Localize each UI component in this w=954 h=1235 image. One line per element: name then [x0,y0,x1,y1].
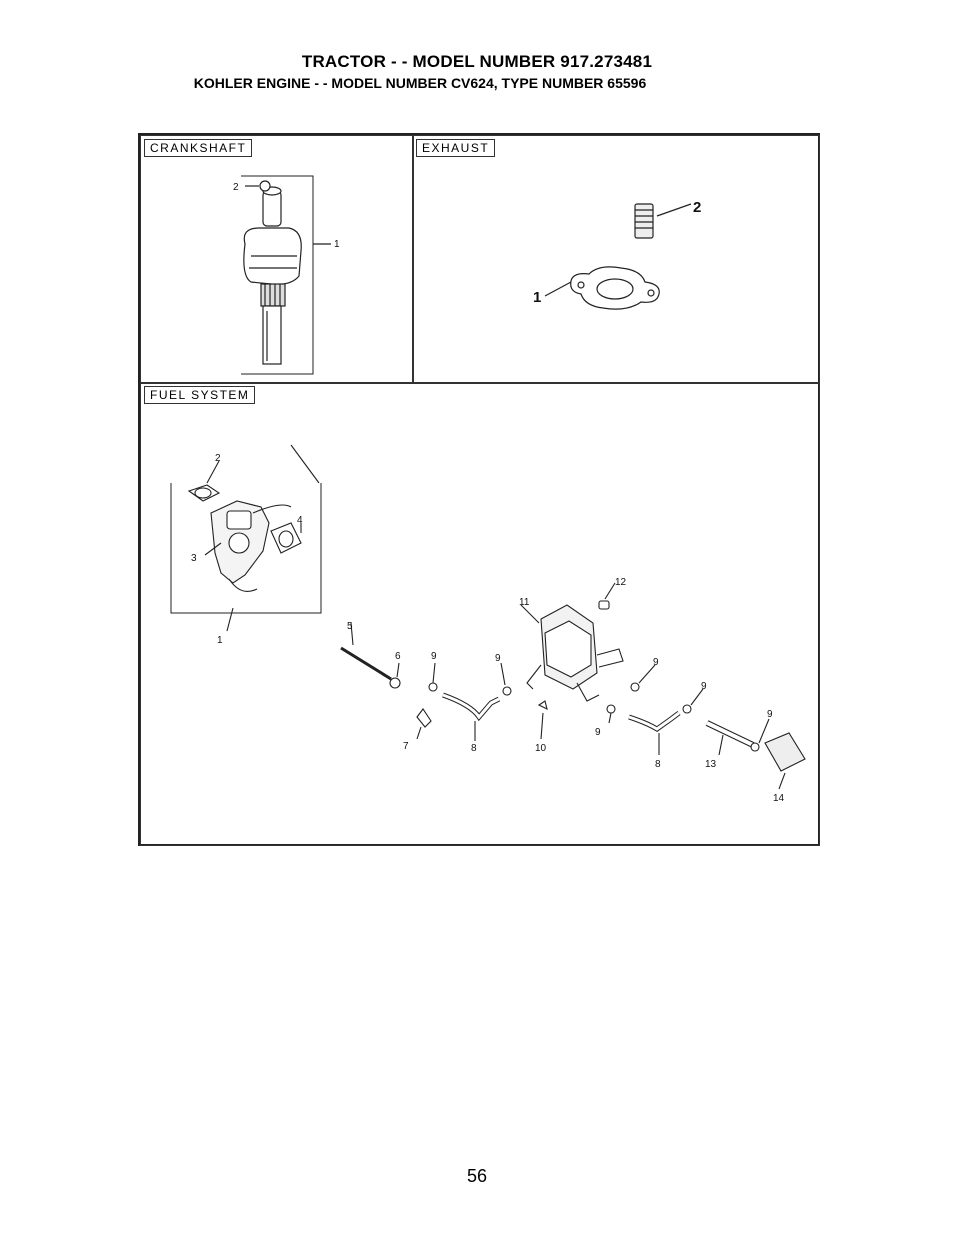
fuel-callout-6: 6 [395,651,401,662]
fuel-callout-7: 7 [403,741,409,752]
fuel-callout-12: 12 [615,577,627,588]
fuel-callout-11: 11 [519,597,530,608]
crankshaft-drawing [141,136,413,383]
fuel-callout-3: 3 [191,553,197,564]
fuel-callout-10: 10 [535,743,547,754]
crankshaft-panel [140,135,414,384]
fuel-system-panel-label: FUEL SYSTEM [144,386,255,404]
exhaust-drawing [413,136,819,383]
fuel-callout-5: 5 [347,621,353,632]
page-number: 56 [466,1166,488,1186]
fuel-callout-9e: 9 [701,681,707,692]
page-subtitle: KOHLER ENGINE - - MODEL NUMBER CV624, TYPE NUMBER 65596 [193,75,647,91]
exhaust-panel-label: EXHAUST [416,139,495,157]
fuel-callout-1: 1 [217,635,223,646]
fuel-callout-9f: 9 [767,709,773,720]
fuel-callout-9d: 9 [595,727,601,738]
fuel-callout-13: 13 [705,759,717,770]
fuel-system-panel [140,382,820,846]
fuel-callout-4: 4 [297,515,303,526]
crankshaft-callout-2: 2 [233,182,239,193]
fuel-callout-9c: 9 [653,657,659,668]
fuel-callout-2: 2 [215,453,221,464]
fuel-callout-9b: 9 [495,653,501,664]
parts-diagram-frame [138,133,820,846]
fuel-callout-8b: 8 [655,759,661,770]
exhaust-callout-1: 1 [533,289,542,306]
fuel-callout-14: 14 [773,793,785,804]
page-title: TRACTOR - - MODEL NUMBER 917.273481 [301,52,653,71]
exhaust-callout-2: 2 [693,199,702,216]
fuel-system-drawing [141,383,819,845]
crankshaft-callout-1: 1 [334,239,340,250]
crankshaft-panel-label: CRANKSHAFT [144,139,252,157]
fuel-callout-9a: 9 [431,651,437,662]
exhaust-panel [412,135,820,384]
fuel-callout-8a: 8 [471,743,477,754]
